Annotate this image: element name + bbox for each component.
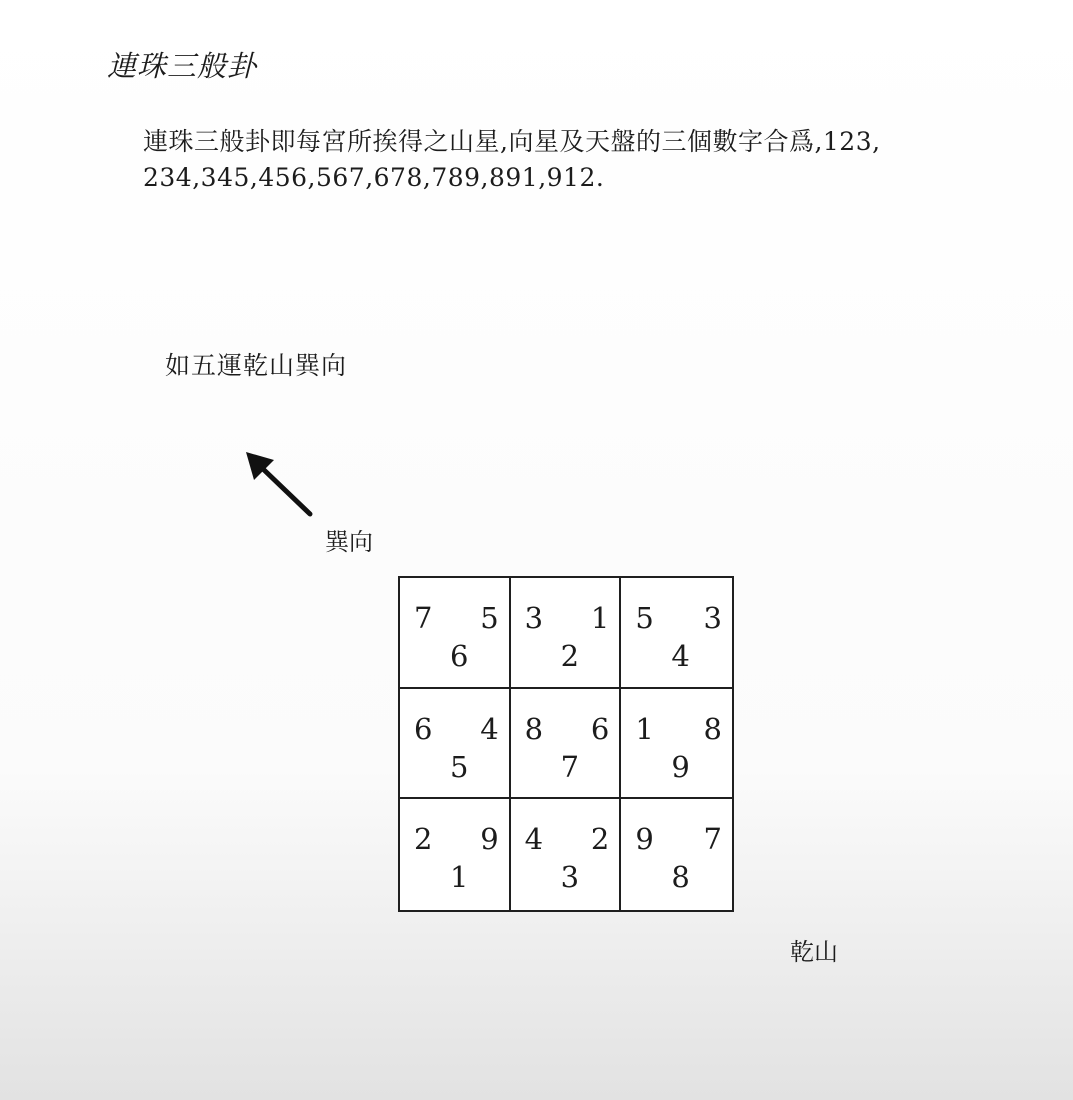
chart-cell xyxy=(511,578,622,689)
base-star: 8 xyxy=(671,860,690,895)
chart-cell xyxy=(400,578,511,689)
facing-star: 7 xyxy=(703,822,722,857)
chart-cell xyxy=(621,799,732,910)
base-star: 4 xyxy=(671,639,690,673)
mountain-star: 3 xyxy=(524,601,544,635)
mountain-star: 7 xyxy=(414,601,433,635)
facing-star: 8 xyxy=(703,711,722,746)
base-star: 5 xyxy=(450,749,469,784)
mountain-star: 4 xyxy=(524,822,544,857)
chart-cell xyxy=(511,689,622,800)
facing-star: 9 xyxy=(480,822,499,857)
chart-cell xyxy=(400,689,511,800)
facing-star: 5 xyxy=(480,601,499,635)
mountain-star: 9 xyxy=(635,822,654,857)
example-label: 如五運乾山巽向 xyxy=(165,351,348,380)
base-star: 7 xyxy=(560,749,580,784)
base-star: 6 xyxy=(450,639,469,673)
chart-cell xyxy=(400,799,511,910)
arrow-up-left-icon xyxy=(240,446,320,522)
chart-cell xyxy=(621,689,732,800)
facing-star: 2 xyxy=(590,822,610,857)
mountain-star: 5 xyxy=(635,601,654,635)
sitting-direction-label: 乾山 xyxy=(790,938,838,966)
mountain-star: 2 xyxy=(414,822,433,857)
facing-star: 1 xyxy=(590,601,610,635)
base-star: 1 xyxy=(450,860,469,895)
base-star: 9 xyxy=(671,749,690,784)
facing-direction-label: 巽向 xyxy=(325,528,373,556)
mountain-star: 6 xyxy=(414,711,433,746)
flying-star-chart xyxy=(398,576,734,912)
definition-paragraph: 連珠三般卦即每宮所挨得之山星,向星及天盤的三個數字合爲,123, 234,345,456,567,678,789,891,912. xyxy=(143,127,881,192)
facing-star: 3 xyxy=(703,601,722,635)
mountain-star: 1 xyxy=(635,711,654,746)
facing-star: 6 xyxy=(590,711,610,746)
base-star: 3 xyxy=(560,860,580,895)
page-title: 連珠三般卦 xyxy=(107,49,258,83)
chart-cell xyxy=(621,578,732,689)
base-star: 2 xyxy=(560,639,580,673)
facing-star: 4 xyxy=(480,711,499,746)
chart-cell xyxy=(511,799,622,910)
mountain-star: 8 xyxy=(524,711,544,746)
